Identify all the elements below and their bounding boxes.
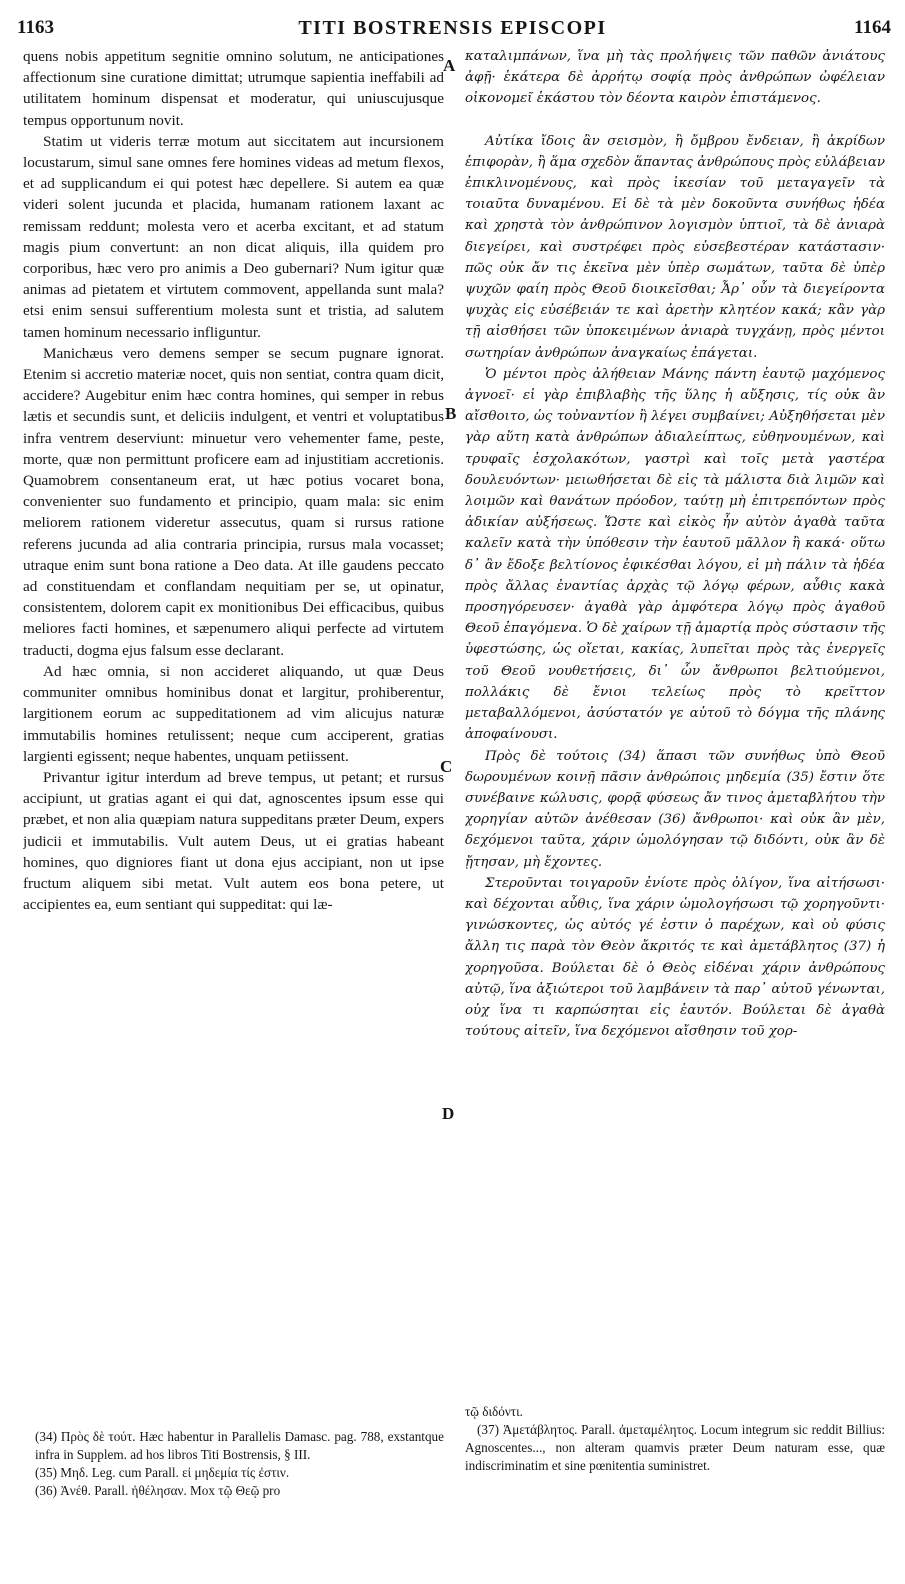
footnotes-right (465, 1403, 885, 1503)
footnote: (34) Πρὸς δὲ τούτ. Hæc habentur in Parallelis Damasc. pag. 788, exstantque infra in Supplem. ad hos libros Titi Bostrensis, § III. (35, 1429, 444, 1462)
greek-paragraph: Αὐτίκα ἴδοις ἂν σεισμὸν, ἢ ὄμβρου ἔνδειαν, ἢ ἀκρίδων ἐπιφορὰν, ἢ ἅμα σχεδὸν ἅπαντας ἀνθρώπους πρὸς εὐλάβειαν ἐπικλινομένους, καὶ πρὸς ἱκεσίαν τοῦ μεταγαγεῖν τὰ τοιαῦτα δυναμένου. Εἰ δὲ τὰ μὲν δοκοῦντα συνήθως ἡδέα καὶ χρηστὰ τὸν ἀνθρώπινον λογισμὸν ὑπτιοῖ, τὰ δὲ ἀνιαρὰ διεγείρει, καὶ συστρέφει πρὸς εὐσεβεστέραν κατάστασιν· πῶς οὐκ ἄν τις ἐκεῖνα μὲν ὑπὲρ σωμάτων, ταῦτα δὲ ὑπὲρ ψυχῶν φαίη πρὸς Θεοῦ διοικεῖσθαι; Ἆρ᾽ οὖν τὰ διεγείροντα ψυχὰς εἰς εὐσέβειάν τε καὶ ἀρετὴν κλητέον κακά; κἂν γὰρ τῇ αἰσθήσει τῶν ὑποκειμένων ἀνιαρὰ τυγχάνῃ, πρὸς μέντοι σωτηρίαν ἀνθρώπων ἀναγκαίως ἐπάγεται. (465, 133, 885, 361)
section-marker-c: C (440, 757, 453, 776)
footnote: (36) Ἀνέθ. Parall. ἠθέλησαν. Mox τῷ Θεῷ pro (35, 1483, 281, 1498)
footnote: (35) Μηδ. Leg. cum Parall. εἰ μηδεμία τίς ἐστιν. (35, 1465, 290, 1480)
section-marker-b: B (445, 404, 457, 423)
footnote: (37) Ἀμετάβλητος. Parall. ἀμεταμέλητος. Locum integrum sic reddit Billius: Agnoscentes..., non alteram quamvis præter Deum naturam esse, quæ indiscriminatim et sine pœnitentia suministret. (465, 1422, 885, 1473)
latin-paragraph: Ad hæc omnia, si non accideret aliquando, ut quæ Deus communiter omnibus hominibus donat et largitur, prohiberentur, largitionem eorum ac suppeditationem ad vim alicujus naturæ immutabilis homines retulissent; neque cum acciperent, gratias largienti egissent; neque habentes, unquam petiissent. (23, 662, 444, 765)
greek-paragraph: Πρὸς δὲ τούτοις (34) ἅπασι τῶν συνήθως ὑπὸ Θεοῦ δωρουμένων κοινῇ πᾶσιν ἀνθρώποις μηδεμία (35) ἔστιν ὅτε συνέβαινε κώλυσις, φορᾷ φύσεως ἄν τινος ἀμεταβλήτου τὴν χορηγίαν αὐτῶν ἀνέθεσαν (36) ἄνθρωποι· καὶ οὐκ ἂν μὲν, δεχόμενοι ταῦτα, χάριν ὡμολόγησαν τῷ διδόντι, οὐκ ἂν δὲ ᾔτησαν, μὴ ἔχοντες. (465, 748, 885, 870)
greek-paragraph: καταλιμπάνων, ἵνα μὴ τὰς προλήψεις τῶν παθῶν ἀνιάτους ἀφῇ· ἑκάτερα δὲ ἀρρήτῳ σοφίᾳ πρὸς ἀνθρώπων ὠφέλειαν οἰκονομεῖ ἑκάστου τὸν δέοντα καιρὸν ἐπιστάμενος. (465, 49, 885, 107)
section-marker-a: A (443, 56, 456, 75)
greek-paragraph: Ὁ μέντοι πρὸς ἀλήθειαν Μάνης πάντη ἑαυτῷ μαχόμενος ἀγνοεῖ· εἰ γὰρ ἐπιβλαβὴς τῆς ὕλης ἡ αὔξησις, τίς οὐκ ἂν αἴσθοιτο, ὡς τοὐναντίον ἢ λέγει συμβαίνει; Αὐξηθήσεται μὲν γὰρ αὕτη κατὰ ἀνθρώπων ἀδιαλείπτως, εὐθηνουμένων, καὶ τρυφαῖς ἐσχολακότων, γαστρὶ καὶ τοῖς μετὰ γαστέρα δουλευόντων· μειωθήσεται δὲ εἰς τὰ μάλιστα διὰ λιμῶν καὶ λοιμῶν καὶ θανάτων πρόοδον, ταύτῃ μὴ ἐπιτρεπόντων πρὸς ἀδικίαν αὐξήσεως. Ὥστε καὶ εἰκὸς ἦν αὐτὸν ἀγαθὰ ταῦτα καλεῖν κατὰ τὴν ὑπόθεσιν τὴν ἑαυτοῦ μᾶλλον ἢ κακά· οὕτω δ᾽ ἂν ἔδοξε βελτίονος ἐφικέσθαι λόγου, εἰ μὴ πάλιν τὰ ἡδέα πρὸς ἄλλας ἐναντίας ἀρχὰς τῷ λόγῳ φέρων, αὖθις κακὰ προσηγόρευσεν· ἀγαθὰ γὰρ ἀμφότερα λόγῳ πρὸς ἀγαθοῦ Θεοῦ ἐπαγόμενα. Ὁ δὲ χαίρων τῇ ἁμαρτίᾳ πρὸς σύστασιν τῆς ὑφεστώσης, ὡς οἴεται, κακίας, λυπεῖται πρὸς τὰς ἐνεργεῖς τοῦ Θεοῦ νουθετήσεις, δι᾽ ὧν ἄνθρωποι βελτιούμενοι, πολλάκις δὲ ἔνιοι τελείως πρὸς τὸ κρεῖττον μεταβαλλόμενοι, ἀσύστατόν γε αὐτοῦ τὸ δόγμα τῆς πλάνης ἀποφαίνουσι. (465, 366, 885, 743)
latin-paragraph: Statim ut videris terræ motum aut siccitatem aut incursionem locustarum, simul sane omnes fere homines videas ad metum flexos, et ad supplicandum ei qui potest hæc depellere. Si autem ea quæ videri solent jucunda et placida, humanam rationem laxant ac remissam reddunt; molesta vero et acerba excitant, et ad statum magis pium convertunt: an non dicat aliquis, illa quidem pro corporibus, hæc vero pro animis a Deo gubernari? Num igitur quæ animas ad pietatem et virtutem commovent, appellanda sunt mala? etsi enim sensui sufferentium molesta sunt et tristia, ad salutem tamen hominum necessario infliguntur. (23, 132, 444, 341)
latin-paragraph: quens nobis appetitum segnitie omnino solutum, ne anticipationes affectionum sine curatione dimittat; utrumque sapientia ineffabili ad utilitatem hominum dispensat et moderatur, qui uniuscujusque tempus opportunum novit. (23, 48, 444, 129)
latin-paragraph: Privantur igitur interdum ad breve tempus, ut petant; et rursus accipiunt, ut gratias agant ei qui dat, agnoscentes ipsum esse qui præbet, et non alia quæpiam natura suppeditans præter Deum, expers judicii et immutabilis. Vult autem Deus, ut ei gratias habeant homines, quo digniores fiant ut dona ejus accipiant, non ut ipse fructum aliquem sibi metat. Vult autem eos bona petere, ut accipientes ea, eum sentiant qui suppeditat: qui læ- (23, 768, 444, 914)
paragraph-gap (465, 110, 885, 131)
page-number-right: 1164 (854, 17, 891, 38)
section-marker-d: D (442, 1104, 455, 1123)
page-number-left: 1163 (17, 17, 54, 38)
footnotes-left (23, 1428, 444, 1528)
running-header (0, 12, 905, 46)
greek-paragraph: Στεροῦνται τοιγαροῦν ἐνίοτε πρὸς ὀλίγον, ἵνα αἰτήσωσι· καὶ δέχονται αὖθις, ἵνα χάριν ὡμολογήσωσι τῷ χορηγοῦντι· γινώσκοντες, ὡς αὐτός γέ ἐστιν ὁ παρέχων, καὶ οὐ φύσις ἄλλη τις παρὰ τὸν Θεὸν ἄκριτός τε καὶ ἀμετάβλητος (37) ἡ χορηγοῦσα. Βούλεται δὲ ὁ Θεὸς εἰδέναι χάριν ἀνθρώπους αὐτῷ, ἵνα ἀξιώτεροι τοῦ λαμβάνειν τὰ παρ᾽ αὐτοῦ γένωνται, οὐχ ἵνα τι καρπώσηται εἰς ἑαυτόν. Βούλεται δὲ ἀγαθὰ τούτους αἰτεῖν, ἵνα δεχόμενοι αἴσθησιν τοῦ χορ- (465, 875, 885, 1040)
latin-paragraph: Manichæus vero demens semper se secum pugnare ignorat. Etenim si accretio materiæ nocet, quis non sentiat, contra quam dicit, accidere? Augebitur enim hæc contra homines, qui semper in rebus lætis et secundis sunt, et deliciis indulgent, et ventri et voluptatibus infra ventrem deserviunt: minuetur vero vehementer fame, peste, morte, quæ non permittunt proficere eam ad injustitiam accretionis. Quamobrem consentaneum erat, ut hæc potius vocaret bona, convenienter suo fundamento et principio, quam mala: sic enim meliorem rationem videretur assecutus, quam si rursus ratione referens jucunda ad alia contraria principia, rursus mala vocasset; utraque enim sunt bona ratione a Deo data. At ille gaudens peccato ad constituendam et conflandam nequitiam per se, ut opinatur, consistentem, dolorem capit ex monitionibus Dei efficacibus, quibus meliores facti homines, et sæpenumero aliqui perfecte ad virtutem traducti, dogma ejus falsum esse declarant. (23, 344, 444, 659)
latin-column (23, 46, 444, 1418)
footnote-continuation: τῷ διδόντι. (465, 1404, 523, 1419)
greek-column (465, 46, 885, 1418)
running-title: TITI BOSTRENSIS EPISCOPI (298, 17, 607, 39)
